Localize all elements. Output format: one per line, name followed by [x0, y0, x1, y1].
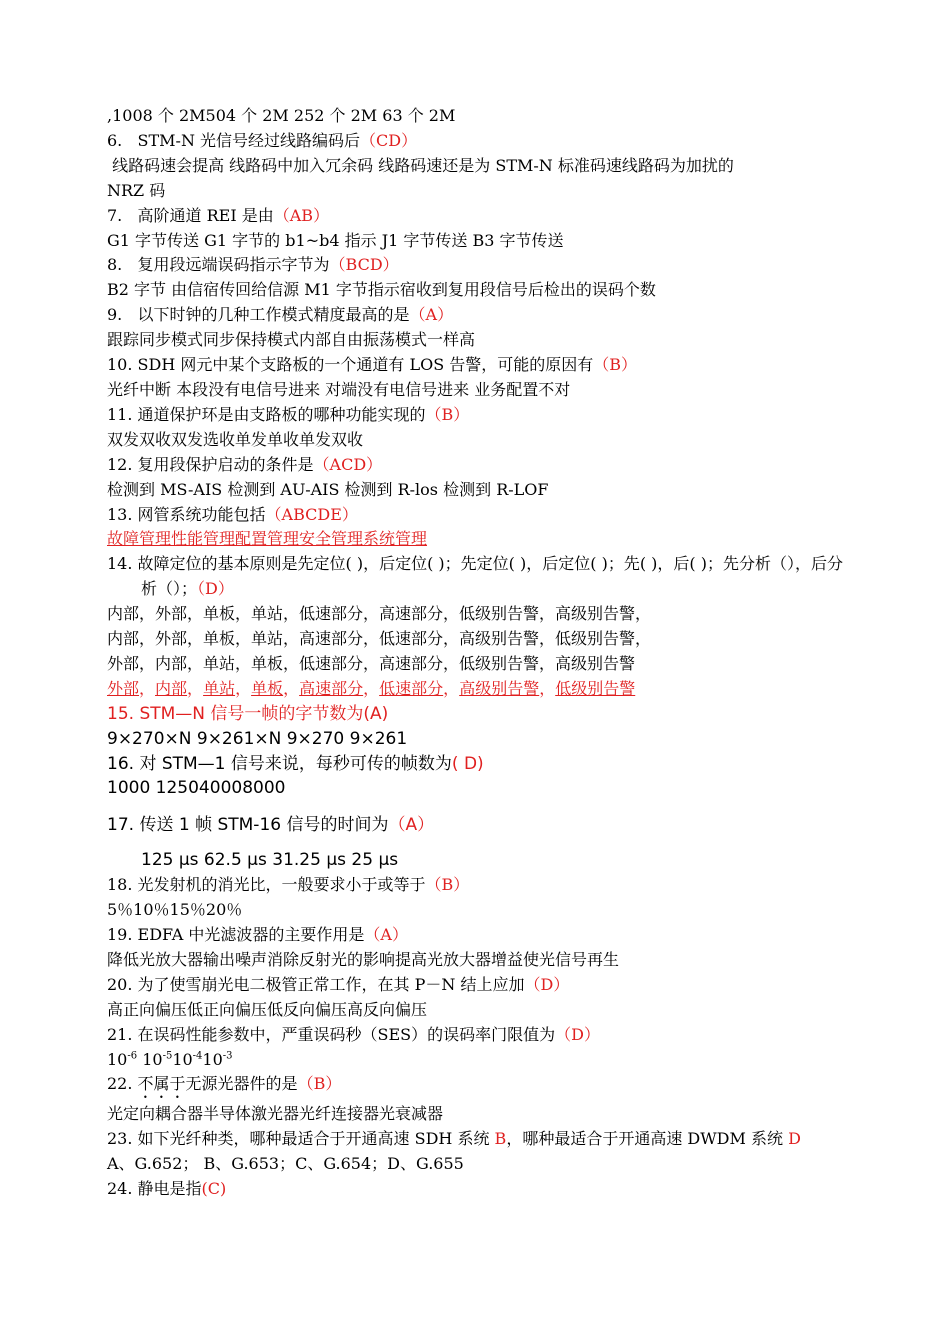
text: G1 字节传送 G1 字节的 b1~b4 指示 J1 字节传送 B3 字节传送: [107, 230, 564, 250]
answer-text: （D）: [555, 1024, 600, 1044]
question-12: [107, 453, 847, 478]
question-text: 20. 为了使雪崩光电二极管正常工作，在其 P－N 结上应加: [107, 974, 525, 994]
answer-text: (C): [201, 1179, 227, 1199]
option-line: [107, 154, 847, 179]
question-text: 17. 传送 1 帧 STM-16 信号的时间为: [107, 815, 389, 836]
question-10: [107, 353, 847, 378]
text: 高正向偏压低正向偏压低反向偏压高反向偏压: [107, 999, 428, 1019]
text: 内部，外部，单板，单站，低速部分，高速部分，低级别告警，高级别告警，: [107, 604, 652, 624]
separator: ，: [139, 678, 156, 698]
option-line: [107, 776, 847, 801]
answer-word: 内部: [155, 678, 188, 698]
option-line: [107, 328, 847, 353]
answer-word: 外部: [107, 678, 140, 698]
answer-text: B: [494, 1129, 507, 1149]
question-text: ，哪种最适合于开通高速 DWDM 系统: [506, 1129, 789, 1149]
answer-text: （BCD）: [329, 255, 399, 275]
text: 外部，内部，单站，单板，低速部分，高速部分，低级别告警，高级别告警: [107, 653, 636, 673]
question-text: 16. 对 STM—1 信号来说，每秒可传的帧数为: [107, 753, 452, 774]
text: 双发双收双发选收单发单收单发双收: [107, 429, 364, 449]
spacer: [107, 801, 847, 813]
text: NRZ 码: [107, 180, 166, 200]
answer-text: (A): [363, 703, 389, 724]
question-number: 22.: [107, 1074, 138, 1094]
text: 内部，外部，单板，单站，高速部分，低速部分，高级别告警，低级别告警，: [107, 629, 652, 649]
question-text: 9. 以下时钟的几种工作模式精度最高的是: [107, 305, 410, 325]
option-line: [107, 1152, 847, 1177]
text: 9×270×N 9×261×N 9×270 9×261: [107, 728, 408, 749]
answer-text: ( D): [451, 753, 484, 774]
question-14: [107, 552, 847, 602]
exponent: -5: [162, 1050, 173, 1062]
answer-text: （D）: [197, 579, 234, 599]
option-line: [107, 1102, 847, 1127]
answer-text: （ACD）: [313, 454, 383, 474]
text: 5％10％15％20％: [107, 900, 243, 920]
question-text: 18. 光发射机的消光比，一般要求小于或等于: [107, 875, 426, 895]
text: ,1008 个 2M504 个 2M 252 个 2M 63 个 2M: [107, 106, 456, 125]
option-line: [107, 1048, 847, 1073]
text: 光定向耦合器半导体激光器光纤连接器光衰减器: [107, 1104, 444, 1124]
separator: ，: [187, 678, 204, 698]
question-17: [107, 813, 847, 838]
option-line: [107, 948, 847, 973]
question-text: 10. SDH 网元中某个支路板的一个通道有 LOS 告警，可能的原因有: [107, 355, 594, 375]
question-text: 8. 复用段远端误码指示字节为: [107, 255, 330, 275]
question-21: [107, 1023, 847, 1048]
question-text: 无源光器件的是: [185, 1074, 298, 1094]
question-24: [107, 1177, 847, 1202]
option-line: [107, 898, 847, 923]
question-text: 14. 故障定位的基本原则是先定位( )，后定位( )；先定位( )，后定位( )；先( )，后( )；先分析（），后分析（）；: [107, 554, 843, 599]
answer-text: （B）: [297, 1074, 342, 1094]
question-20: [107, 973, 847, 998]
text: B2 字节 由信宿传回给信源 M1 字节指示宿收到复用段信号后检出的误码个数: [107, 280, 656, 300]
option-line: [107, 727, 847, 752]
option-line: [107, 527, 847, 552]
question-7: [107, 204, 847, 229]
question-18: [107, 873, 847, 898]
question-11: [107, 403, 847, 428]
answer-word: 单板: [251, 678, 284, 698]
option-line: [107, 428, 847, 453]
question-9: [107, 303, 847, 328]
exponent: -3: [222, 1050, 233, 1062]
question-text: 6. STM-N 光信号经过线路编码后: [107, 130, 361, 150]
answer-text: （ABCDE）: [265, 504, 358, 524]
option-line-answer: [107, 677, 847, 702]
exponent: -4: [192, 1050, 203, 1062]
option-line: [107, 652, 847, 677]
question-text: 11. 通道保护环是由支路板的哪种功能实现的: [107, 404, 426, 424]
question-8: [107, 253, 847, 278]
answer-word: 低速部分: [379, 678, 444, 698]
question-22: [107, 1072, 847, 1102]
text: 线路码速会提高 线路码中加入冗余码 线路码速还是为 STM-N 标准码速线路码为加扰的: [112, 155, 734, 175]
question-text: 23. 如下光纤种类，哪种最适合于开通高速 SDH 系统: [107, 1129, 495, 1149]
document-page: [107, 104, 847, 1202]
question-text: 21. 在误码性能参数中，严重误码秒（SES）的误码率门限值为: [107, 1024, 556, 1044]
question-text: 13. 网管系统功能包括: [107, 504, 266, 524]
question-23: [107, 1127, 847, 1152]
text: A、G.652； B、G.653；C、G.654；D、G.655: [107, 1154, 464, 1174]
separator: ，: [235, 678, 252, 698]
option-line: [107, 229, 847, 254]
question-text: 19. EDFA 中光滤波器的主要作用是: [107, 925, 365, 944]
text: 1000 125040008000: [107, 778, 286, 799]
answer-word: 低级别告警: [555, 678, 636, 698]
question-text: 7. 高阶通道 REI 是由: [107, 205, 274, 225]
answer-text: （A）: [409, 305, 454, 325]
separator: ，: [363, 678, 380, 698]
answer-text: （AB）: [273, 205, 330, 225]
text: 125 μs 62.5 μs 31.25 μs 25 μs: [141, 850, 399, 871]
answer-text: （B）: [425, 404, 470, 424]
base: 10: [107, 1049, 128, 1069]
answer-text: （D）: [524, 974, 570, 994]
option-line: [107, 179, 847, 204]
exponent: -6: [127, 1050, 138, 1062]
option-line: [107, 998, 847, 1023]
text: 检测到 MS-AIS 检测到 AU-AIS 检测到 R-los 检测到 R-LOF: [107, 479, 549, 499]
answer-text: （B）: [425, 875, 470, 895]
base: 10: [172, 1049, 193, 1069]
text: 降低光放大器输出噪声消除反射光的影响提高光放大器增益使光信号再生: [107, 949, 620, 969]
option-line: [107, 478, 847, 503]
option-line: [107, 378, 847, 403]
spacer: [107, 838, 847, 848]
option-line: [107, 278, 847, 303]
answer-text: （B）: [593, 355, 638, 375]
option-line: [107, 104, 847, 129]
text: 光纤中断 本段没有电信号进来 对端没有电信号进来 业务配置不对: [107, 379, 571, 399]
question-15: [107, 702, 847, 727]
text: 跟踪同步模式同步保持模式内部自由振荡模式一样高: [107, 330, 476, 350]
answer-word: 高级别告警: [459, 678, 540, 698]
question-text: 12. 复用段保护启动的条件是: [107, 454, 314, 474]
base: 10: [137, 1049, 163, 1069]
question-6: [107, 129, 847, 154]
separator: ，: [443, 678, 460, 698]
answer-word: 高速部分: [299, 678, 364, 698]
question-text: 24. 静电是指: [107, 1179, 202, 1199]
option-line: [107, 627, 847, 652]
answer-highlight: 故障管理性能管理配置管理安全管理系统管理: [107, 529, 428, 549]
separator: ，: [283, 678, 300, 698]
answer-text: （CD）: [360, 130, 418, 150]
base: 10: [202, 1049, 223, 1069]
question-19: [107, 923, 847, 948]
question-13: [107, 503, 847, 528]
emphasis-text: 不属于: [137, 1074, 186, 1094]
answer-text: （A）: [388, 815, 435, 836]
question-16: [107, 752, 847, 777]
answer-word: 单站: [203, 678, 236, 698]
option-line: [107, 602, 847, 627]
option-line: [107, 848, 847, 873]
question-text: 15. STM—N 信号一帧的字节数为: [107, 703, 364, 724]
answer-text: D: [788, 1129, 801, 1149]
answer-text: （A）: [364, 925, 408, 944]
separator: ，: [539, 678, 556, 698]
